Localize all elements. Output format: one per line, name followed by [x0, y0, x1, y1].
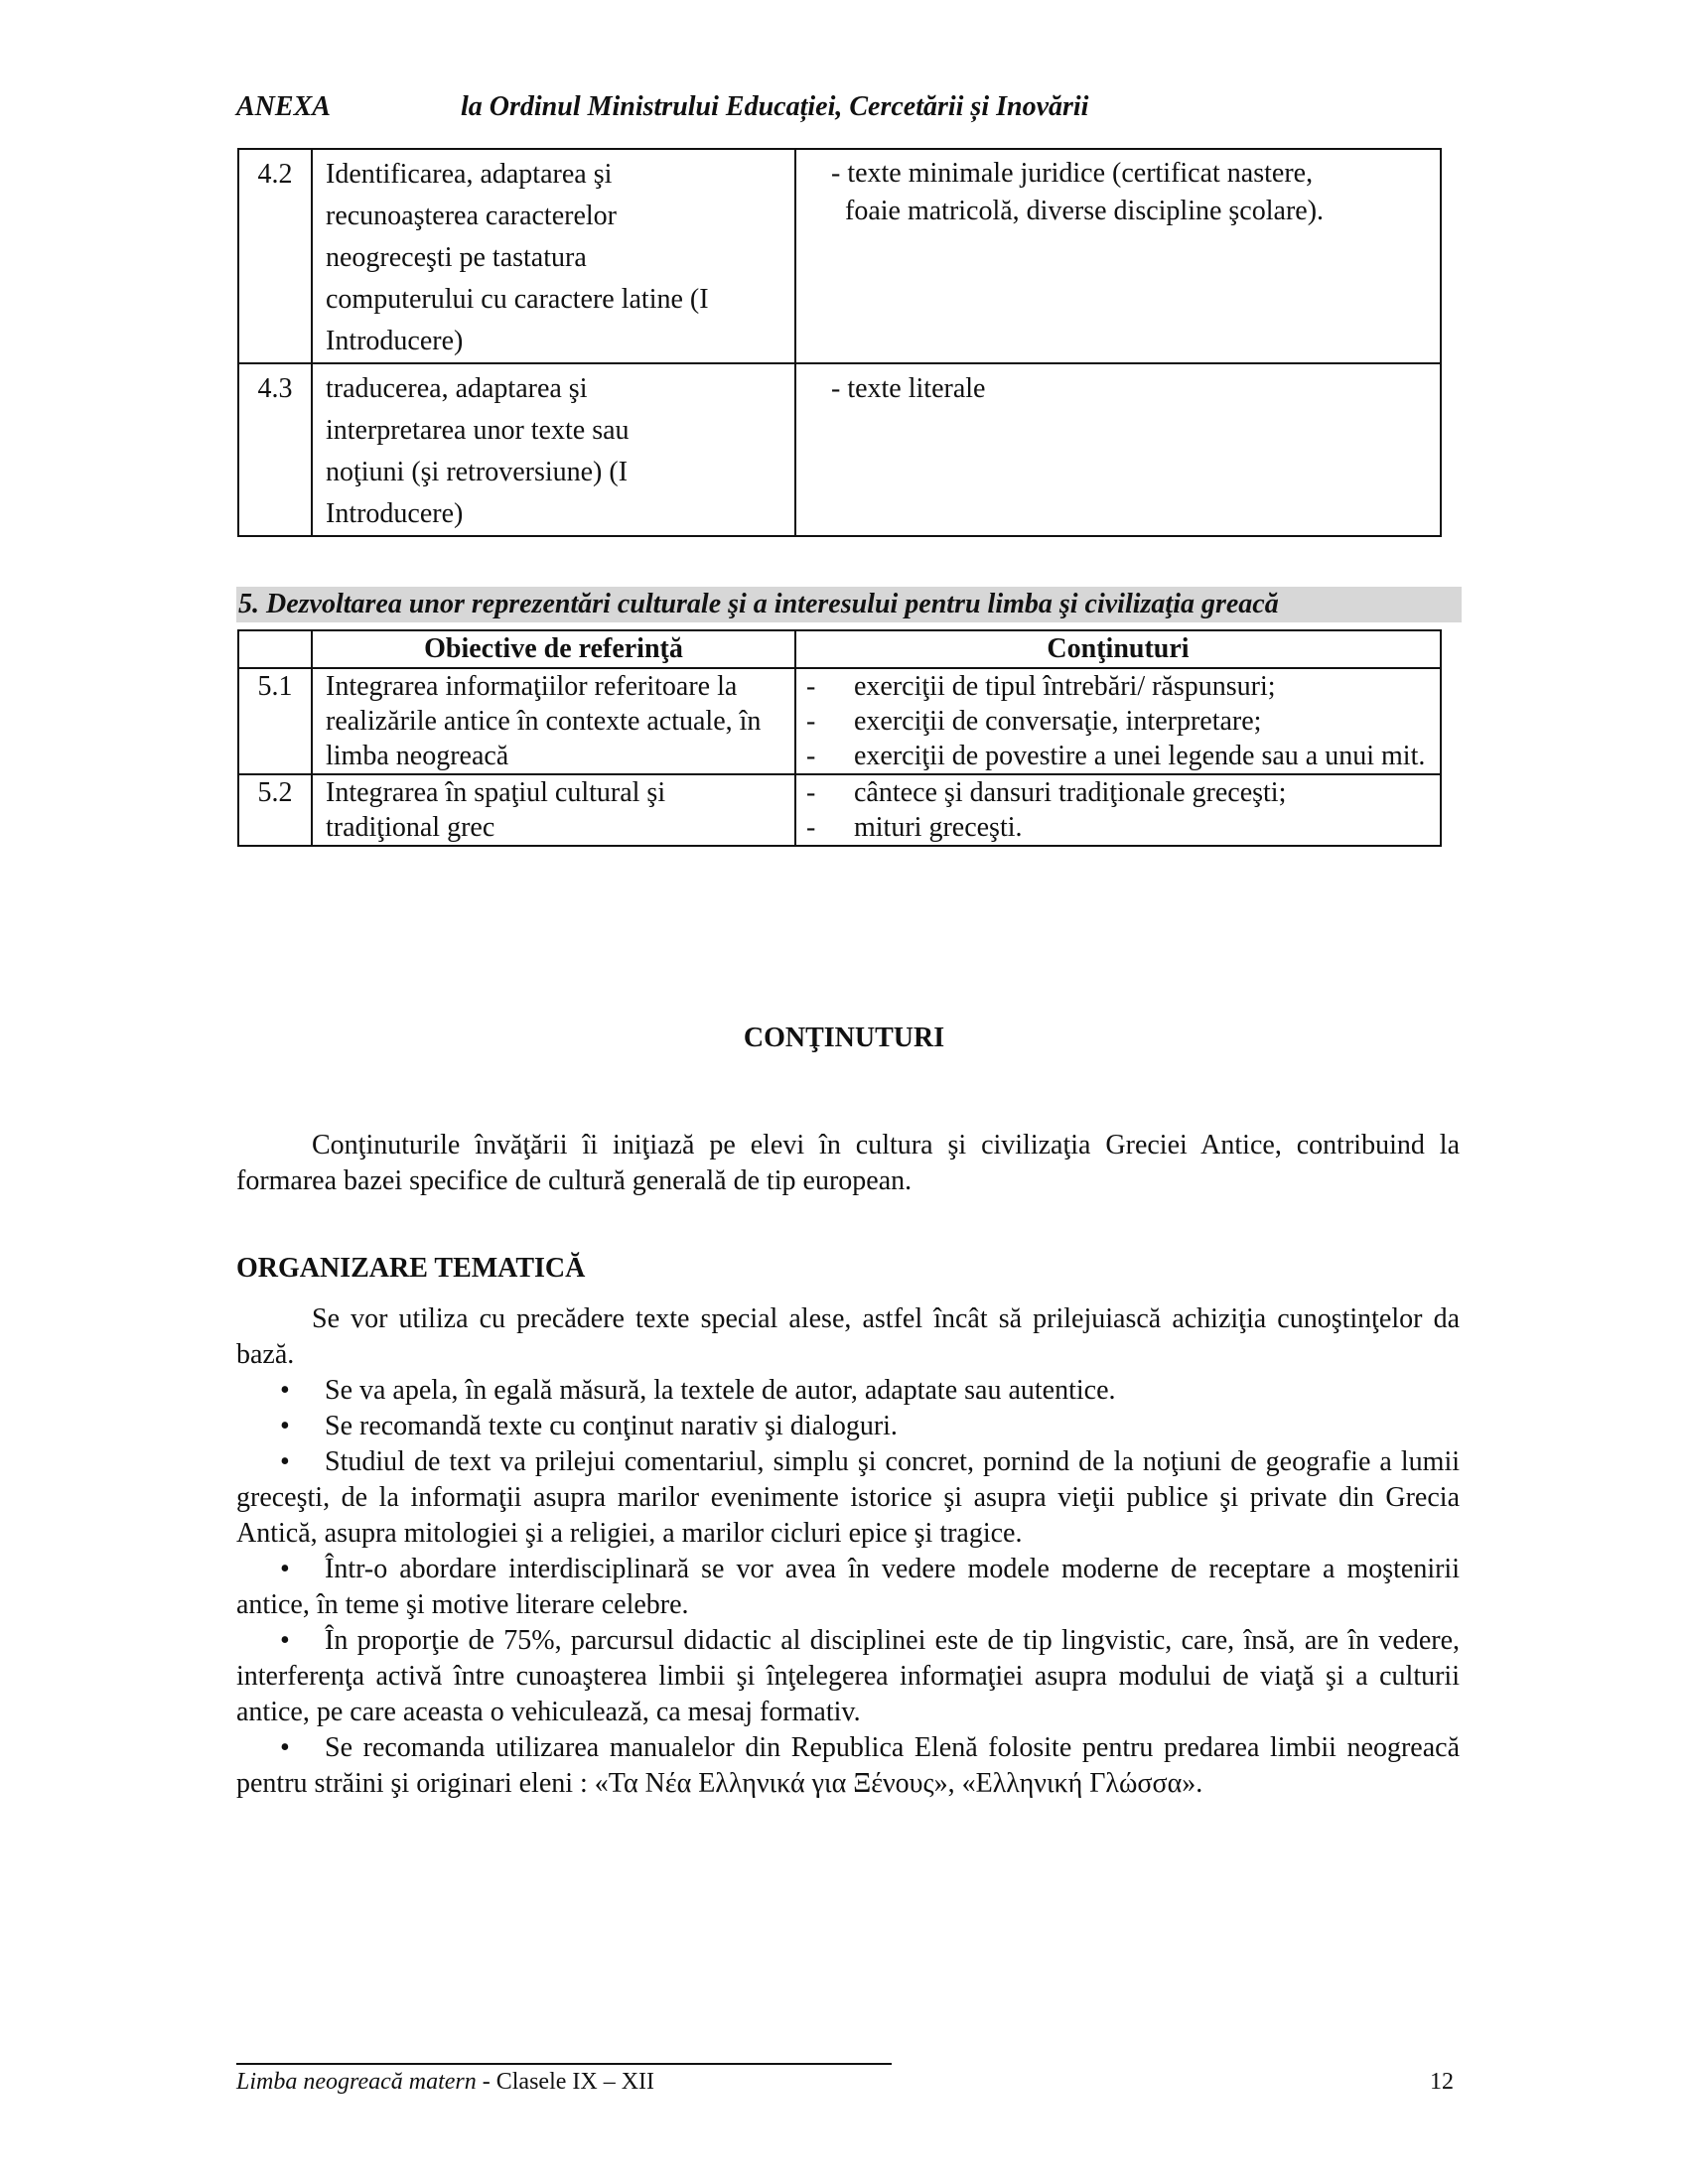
header-cell-objectives: Obiective de referinţă — [312, 630, 795, 668]
bullet-text: Se recomanda utilizarea manualelor din Republica Elenă folosite pentru predarea limbii neogreacă pentru străini şi originari eleni : «Τα Νέα Ελληνικά για Ξένους», «Ελληνική Γλώσσα». — [236, 1732, 1460, 1799]
objective-line: Introducere) — [326, 498, 464, 529]
list-item: - exerciţii de conversaţie, interpretare; — [806, 704, 1428, 739]
content-cell — [795, 774, 1441, 846]
header-right: la Ordinul Ministrului Educației, Cercetării și Inovării — [461, 91, 1089, 122]
row-number: 4.3 — [238, 363, 312, 536]
objective-line: recunoaşterea caracterelor — [326, 201, 617, 231]
list-item — [236, 1623, 1460, 1730]
header-left: ANEXA — [236, 91, 331, 122]
bullet-icon: • — [280, 1446, 290, 1477]
section-title-organizare: ORGANIZARE TEMATICĂ — [236, 1253, 586, 1284]
bullet-text: Într-o abordare interdisciplinară se vor avea în vedere modele moderne de receptare a moştenirii antice, în teme şi motive literare celebre. — [236, 1554, 1460, 1620]
content-cell — [795, 363, 1441, 536]
row-number: 4.2 — [238, 149, 312, 363]
list-item — [236, 1409, 1460, 1444]
objectives-table-5 — [237, 629, 1442, 847]
objective-line: computerului cu caractere latine (I — [326, 284, 709, 315]
content-line: - texte minimale juridice (certificat nastere, — [831, 158, 1314, 189]
content-list — [806, 669, 1428, 773]
bullet-icon: • — [280, 1625, 290, 1656]
content-line: - texte literale — [831, 373, 986, 404]
bullet-icon: • — [280, 1411, 290, 1441]
content-cell — [795, 149, 1441, 363]
list-item: - exerciţii de povestire a unei legende sau a unui mit. — [806, 739, 1428, 773]
list-item: - mituri greceşti. — [806, 810, 1428, 845]
bullet-text: Se recomandă texte cu conţinut narativ şi dialoguri. — [325, 1411, 898, 1441]
footer-divider — [236, 2063, 892, 2065]
table-row — [238, 774, 1441, 846]
section-title-continuturi: CONŢINUTURI — [743, 1023, 945, 1053]
table-row — [238, 149, 1441, 363]
content-line: foaie matricolă, diverse discipline şcolare). — [831, 196, 1325, 226]
bullet-text: Studiul de text va prilejui comentariul, simplu şi concret, pornind de la noţiuni de geografie a lumii greceşti, de la informaţii asupra marilor evenimente istorice şi asupra vieţii publice şi private din Grecia Antică, asupra mitologiei şi a religiei, a marilor cicluri epice şi tragice. — [236, 1446, 1460, 1549]
page-header — [236, 91, 1089, 123]
header-cell-contents: Conţinuturi — [795, 630, 1441, 668]
section-heading-5: 5. Dezvoltarea unor reprezentări culturale şi a interesului pentru limba şi civilizaţia greacă — [236, 587, 1462, 622]
table-row — [238, 668, 1441, 774]
bullet-icon: • — [280, 1375, 290, 1406]
objective-cell: Integrarea informaţiilor referitoare la realizările antice în contexte actuale, în limba neogreacă — [312, 668, 795, 774]
content-list — [806, 775, 1428, 845]
paragraph-continuturi-intro: Conţinuturile învăţării îi iniţiază pe elevi în cultura şi civilizaţia Greciei Antice, contribuind la formarea bazei specifice de cultură generală de tip european. — [236, 1130, 1460, 1196]
footer-title-italic: Limba neogreacă matern — [236, 2069, 477, 2095]
objectives-table-continued — [237, 148, 1442, 537]
objective-line: noţiuni (şi retroversiune) (I — [326, 457, 629, 487]
objective-line: Identificarea, adaptarea şi — [326, 159, 613, 190]
objective-line: neogreceşti pe tastatura — [326, 242, 587, 273]
objective-line: Introducere) — [326, 326, 464, 356]
paragraph-organizare-intro: Se vor utiliza cu precădere texte special alese, astfel încât să prilejuiască achiziţia cunoştinţelor da bază. — [236, 1303, 1460, 1370]
objective-cell — [312, 149, 795, 363]
objective-cell: Integrarea în spaţiul cultural şi tradiţional grec — [312, 774, 795, 846]
objective-line: traducerea, adaptarea şi — [326, 373, 588, 404]
list-item: - exerciţii de tipul întrebări/ răspunsuri; — [806, 669, 1428, 704]
organizare-bullet-list — [236, 1373, 1460, 1802]
list-item — [236, 1552, 1460, 1623]
bullet-text: În proporţie de 75%, parcursul didactic al disciplinei este de tip lingvistic, care, însă, are în vedere, interferenţa activă între cunoaşterea limbii şi înţelegerea informaţiei asupra modului de viaţă şi a culturii antice, pe care aceasta o vehiculează, ca mesaj formativ. — [236, 1625, 1460, 1727]
bullet-icon: • — [280, 1554, 290, 1584]
header-cell-number — [238, 630, 312, 668]
table-row — [238, 363, 1441, 536]
list-item — [236, 1730, 1460, 1802]
footer-title — [236, 2069, 654, 2096]
page-number: 12 — [1430, 2069, 1454, 2095]
row-number: 5.2 — [238, 774, 312, 846]
objective-line: interpretarea unor texte sau — [326, 415, 630, 446]
list-item — [236, 1444, 1460, 1552]
bullet-text: Se va apela, în egală măsură, la textele de autor, adaptate sau autentice. — [325, 1375, 1116, 1406]
footer-title-rest: - Clasele IX – XII — [476, 2069, 655, 2095]
bullet-icon: • — [280, 1732, 290, 1763]
table-header-row — [238, 630, 1441, 668]
list-item: - cântece şi dansuri tradiţionale greceşti; — [806, 775, 1428, 810]
objective-cell — [312, 363, 795, 536]
list-item — [236, 1373, 1460, 1409]
content-cell — [795, 668, 1441, 774]
row-number: 5.1 — [238, 668, 312, 774]
